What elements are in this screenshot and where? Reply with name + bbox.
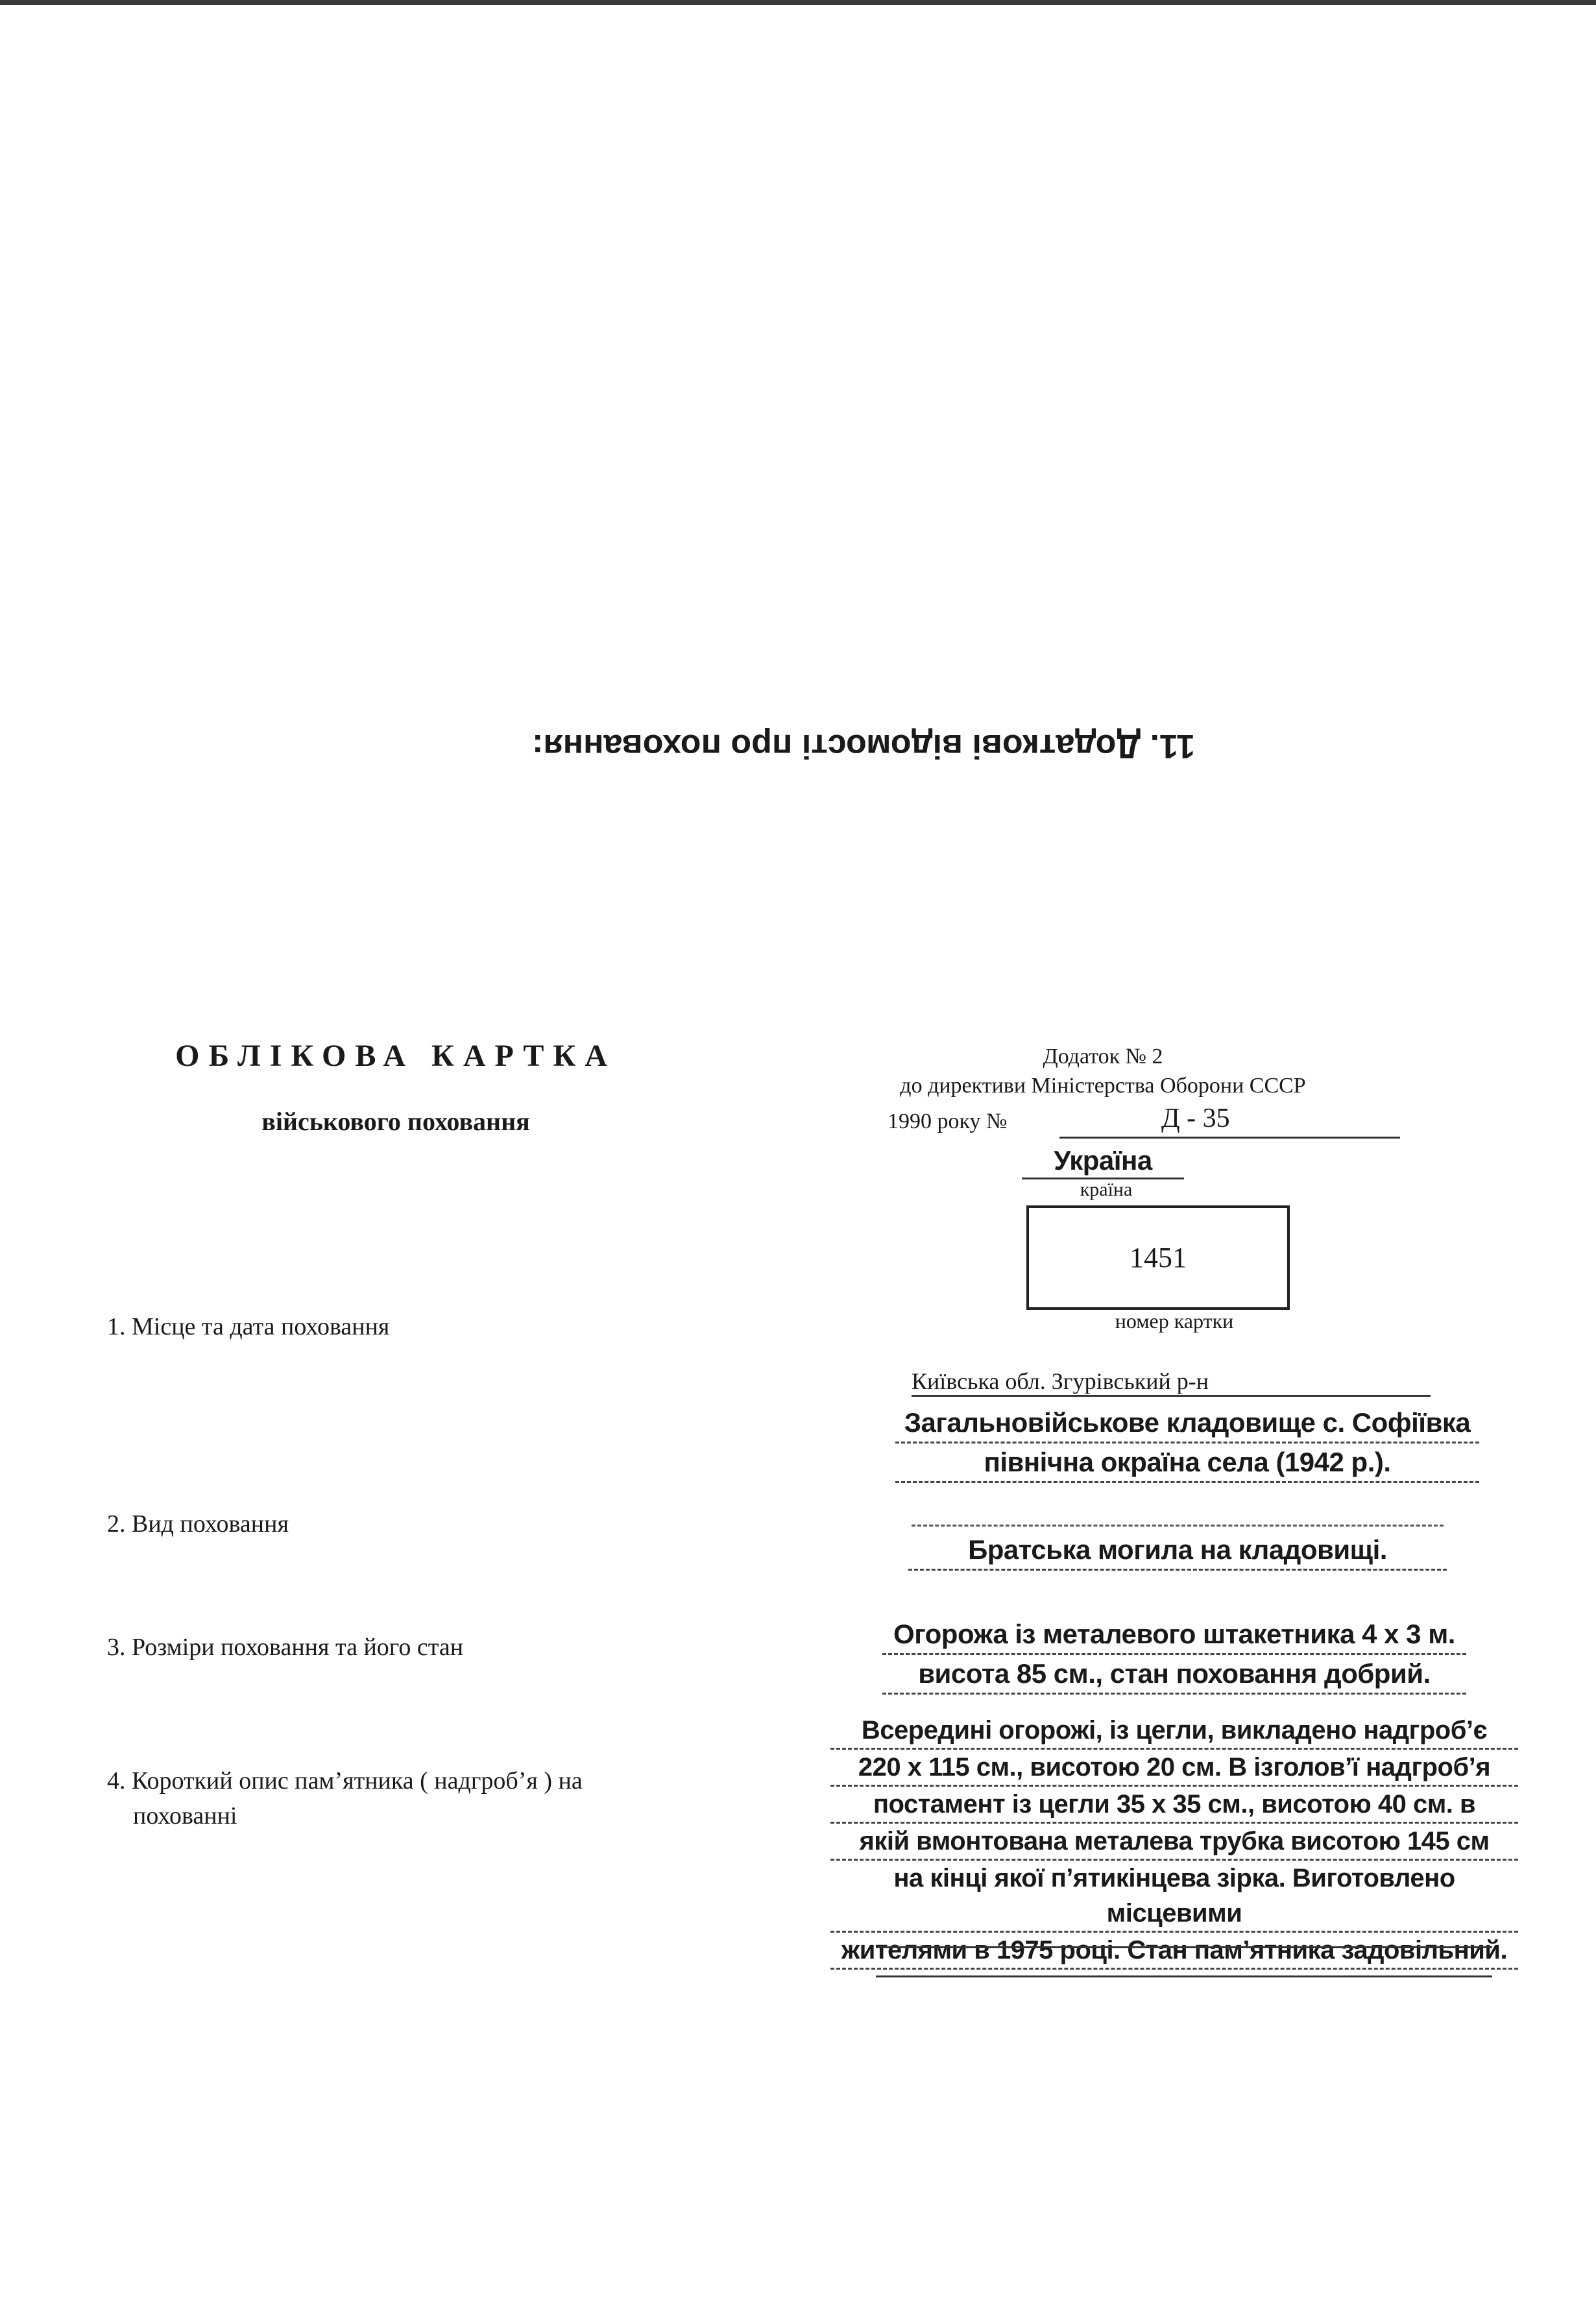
- place-text: [895, 1404, 1479, 1483]
- place-line: північна окраїна села (1942 р.).: [895, 1443, 1479, 1483]
- card-number-value: 1451: [1130, 1242, 1187, 1274]
- place-line: Загальновійськове кладовище с. Софіївка: [895, 1404, 1479, 1443]
- type-text: [908, 1531, 1447, 1571]
- place-region-underline: [912, 1395, 1431, 1397]
- size-line: висота 85 см., стан поховання добрий.: [882, 1655, 1466, 1695]
- size-label: 3. Розміри поховання та його стан: [107, 1634, 464, 1661]
- blank-line: [876, 1975, 1492, 1977]
- upside-down-heading: 11. Додаткові відомості про поховання:: [532, 727, 1195, 765]
- directive-number: Д - 35: [1161, 1104, 1230, 1133]
- monument-line: жителями в 1975 році. Стан пам’ятника задовільний.: [830, 1933, 1518, 1970]
- country-value: Україна: [1054, 1145, 1152, 1176]
- monument-label-line: 4. Короткий опис пам’ятника ( надгроб’я ) на: [107, 1767, 583, 1794]
- country-caption: країна: [1080, 1179, 1133, 1200]
- monument-text: [830, 1713, 1518, 1970]
- card-title: ОБЛІКОВА КАРТКА: [175, 1039, 616, 1073]
- place-label: 1. Місце та дата поховання: [107, 1313, 390, 1340]
- monument-label: [107, 1763, 583, 1833]
- card-number-caption: номер картки: [1115, 1309, 1234, 1333]
- appendix-directive: до директиви Міністерства Оборони СССР: [900, 1074, 1306, 1098]
- card-subtitle: військового поховання: [261, 1107, 530, 1136]
- scan-top-edge: [0, 0, 1596, 5]
- blank-line: [876, 1946, 1492, 1948]
- card-number-box: [1026, 1205, 1290, 1310]
- monument-line: постамент із цегли 35 х 35 см., висотою 40 см. в: [830, 1787, 1518, 1824]
- type-label: 2. Вид поховання: [107, 1510, 289, 1538]
- type-value: Братська могила на кладовищі.: [908, 1531, 1447, 1571]
- monument-line: Всередині огорожі, із цегли, викладено надгроб’є: [830, 1713, 1518, 1750]
- size-line: Огорожа із металевого штакетника 4 х 3 м.: [882, 1615, 1466, 1655]
- blank-line: [912, 1525, 1444, 1527]
- monument-line: 220 х 115 см., висотою 20 см. В ізголов’ї надгроб’я: [830, 1750, 1518, 1787]
- appendix-number: Додаток № 2: [1043, 1045, 1163, 1069]
- place-region: Київська обл. Згурівський р-н: [912, 1368, 1209, 1394]
- monument-line: на кінці якої п’ятикінцева зірка. Виготовлено місцевими: [830, 1861, 1518, 1933]
- directive-underline: [1059, 1137, 1400, 1139]
- size-text: [882, 1615, 1466, 1695]
- monument-label-line: похованні: [133, 1802, 237, 1830]
- appendix-year-prefix: 1990 року №: [888, 1109, 1008, 1133]
- monument-line: якій вмонтована металева трубка висотою 145 см: [830, 1824, 1518, 1861]
